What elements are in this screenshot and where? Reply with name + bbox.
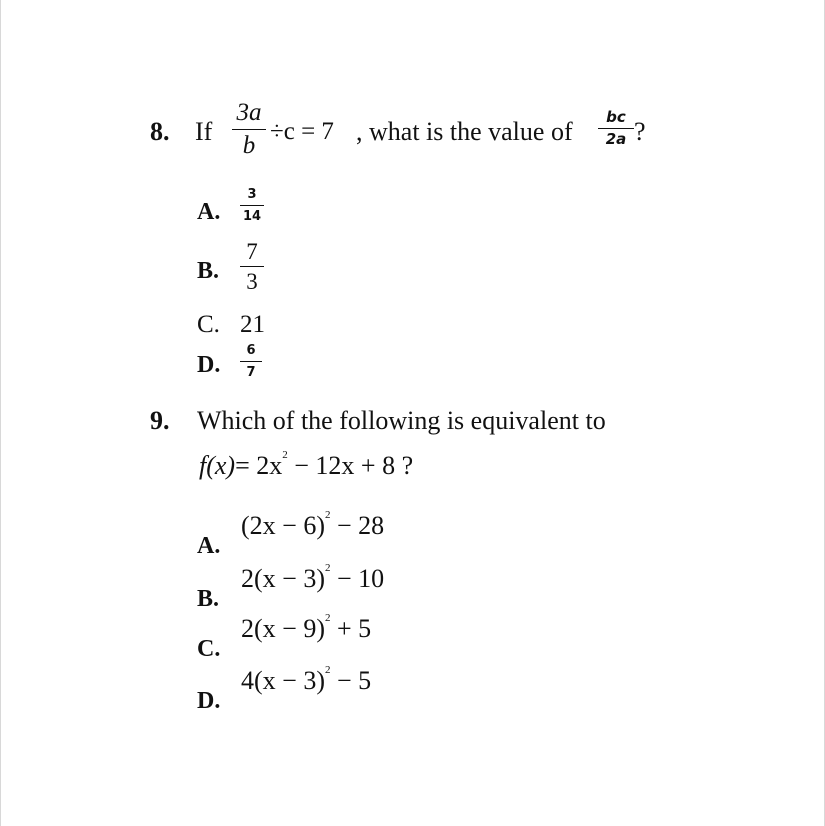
question-stem-line1: Which of the following is equivalent to: [197, 406, 606, 435]
expression-exponent: 2: [324, 612, 331, 624]
option-letter: D.: [197, 688, 221, 714]
fraction-numerator: 3a: [236, 99, 262, 126]
option-fraction: [240, 240, 264, 293]
expression-base: 4(x − 3): [241, 666, 325, 695]
function-rhs-b: − 12x + 8 ?: [287, 451, 414, 480]
function-rhs-a: = 2x: [235, 451, 283, 480]
expression-base: (2x − 6): [241, 511, 325, 540]
fraction-denominator: 3: [246, 269, 258, 294]
expression-exponent: 2: [324, 509, 331, 521]
option-expression: [241, 564, 384, 594]
fraction-denominator: 2a: [605, 130, 627, 148]
question-stem-end: ?: [634, 117, 646, 146]
option-expression: [241, 511, 384, 541]
question-stem-line2: [199, 451, 413, 481]
expression-base: 2(x − 9): [241, 614, 325, 643]
fraction-denominator: 14: [242, 209, 262, 224]
function-exponent: 2: [282, 449, 288, 461]
option-value: 21: [240, 311, 265, 338]
option-fraction: [240, 188, 264, 223]
expression-tail: − 28: [330, 511, 385, 540]
question-number: 8.: [150, 117, 170, 146]
option-letter: B.: [197, 586, 220, 612]
equation-rest: ÷c = 7: [270, 118, 334, 145]
expression-tail: − 5: [330, 666, 372, 695]
expression-base: 2(x − 3): [241, 564, 325, 593]
option-expression: [241, 666, 371, 696]
fraction-denominator: b: [242, 132, 256, 159]
fraction-bar: [598, 128, 634, 129]
fraction-numerator: 7: [246, 239, 258, 264]
fraction-denominator: 7: [246, 365, 256, 380]
option-letter: C.: [197, 311, 220, 338]
question-stem-prefix: If: [195, 117, 213, 146]
option-letter: B.: [197, 258, 220, 284]
fraction-bar: [240, 361, 262, 362]
expression-tail: − 10: [330, 564, 385, 593]
fraction-numerator: bc: [606, 108, 626, 126]
fraction-numerator: 6: [246, 343, 256, 358]
expression-tail: + 5: [330, 614, 372, 643]
option-letter: D.: [197, 352, 221, 378]
fraction-bar: [232, 129, 266, 130]
fraction-bar: [240, 205, 264, 206]
option-letter: A.: [197, 533, 221, 559]
option-letter: A.: [197, 199, 221, 225]
function-lhs: f(x): [199, 451, 236, 480]
option-fraction: [240, 344, 262, 379]
option-expression: [241, 614, 371, 644]
page-border-left: [0, 0, 1, 826]
fraction-bar: [240, 266, 264, 267]
expression-exponent: 2: [324, 664, 331, 676]
equation-fraction: [232, 100, 266, 158]
option-letter: C.: [197, 636, 221, 662]
expression-exponent: 2: [324, 562, 331, 574]
target-fraction: [598, 110, 634, 147]
question-stem-middle: , what is the value of: [356, 117, 573, 146]
fraction-numerator: 3: [247, 187, 257, 202]
question-number: 9.: [150, 406, 170, 435]
